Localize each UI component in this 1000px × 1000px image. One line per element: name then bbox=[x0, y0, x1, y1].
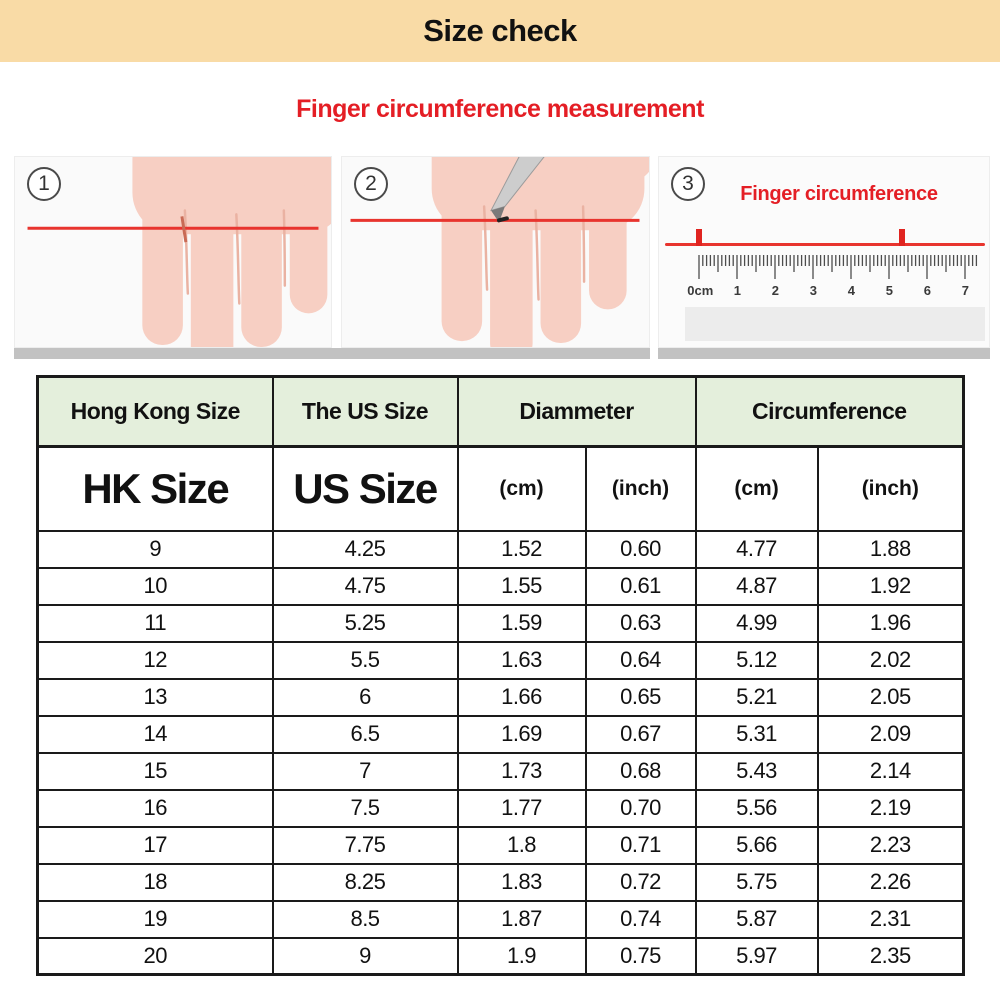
table-cell: 5.87 bbox=[696, 901, 818, 938]
step2-photo bbox=[341, 156, 650, 348]
table-cell: 2.35 bbox=[818, 938, 964, 975]
column-group-header: The US Size bbox=[273, 377, 458, 447]
table-cell: 1.59 bbox=[458, 605, 586, 642]
table-cell: 1.73 bbox=[458, 753, 586, 790]
column-header: (inch) bbox=[818, 447, 964, 531]
ruler-labels bbox=[687, 283, 987, 301]
string-measure-mark bbox=[899, 229, 905, 246]
table-cell: 5.21 bbox=[696, 679, 818, 716]
table-cell: 6 bbox=[273, 679, 458, 716]
ruler-label: 2 bbox=[771, 283, 779, 298]
table-row bbox=[38, 716, 964, 753]
table-row bbox=[38, 642, 964, 679]
step-number: 2 bbox=[365, 172, 377, 195]
table-cell: 0.67 bbox=[586, 716, 696, 753]
ruler-label: 1 bbox=[733, 283, 741, 298]
column-group-header: Hong Kong Size bbox=[38, 377, 273, 447]
table-cell: 0.75 bbox=[586, 938, 696, 975]
table-cell: 0.63 bbox=[586, 605, 696, 642]
ring-size-table bbox=[36, 375, 965, 976]
table-cell: 2.26 bbox=[818, 864, 964, 901]
table-cell: 13 bbox=[38, 679, 273, 716]
ruler bbox=[687, 255, 987, 315]
step2-number-icon bbox=[354, 167, 388, 201]
table-cell: 16 bbox=[38, 790, 273, 827]
table-cell: 1.55 bbox=[458, 568, 586, 605]
table-cell: 4.25 bbox=[273, 531, 458, 568]
table-cell: 19 bbox=[38, 901, 273, 938]
table-cell: 0.74 bbox=[586, 901, 696, 938]
table-cell: 18 bbox=[38, 864, 273, 901]
table-cell: 4.75 bbox=[273, 568, 458, 605]
size-check-banner bbox=[0, 0, 1000, 62]
table-cell: 0.68 bbox=[586, 753, 696, 790]
table-row bbox=[38, 753, 964, 790]
table-cell: 0.65 bbox=[586, 679, 696, 716]
table-cell: 1.77 bbox=[458, 790, 586, 827]
table-row bbox=[38, 790, 964, 827]
table-cell: 12 bbox=[38, 642, 273, 679]
hand-with-string-illustration bbox=[15, 157, 331, 347]
string-marks bbox=[659, 229, 989, 246]
table-cell: 1.8 bbox=[458, 827, 586, 864]
table-cell: 5.75 bbox=[696, 864, 818, 901]
ruler-label: 0cm bbox=[687, 283, 714, 298]
table-cell: 4.87 bbox=[696, 568, 818, 605]
photo-table-edge bbox=[14, 348, 650, 359]
table-cell: 2.14 bbox=[818, 753, 964, 790]
table-cell: 1.52 bbox=[458, 531, 586, 568]
page-title: Size check bbox=[423, 13, 577, 48]
column-header: HK Size bbox=[38, 447, 273, 531]
table-cell: 5.56 bbox=[696, 790, 818, 827]
table-cell: 1.63 bbox=[458, 642, 586, 679]
subtitle: Finger circumference measurement bbox=[296, 95, 704, 123]
step1-photo bbox=[14, 156, 332, 348]
step1-number-icon bbox=[27, 167, 61, 201]
table-row bbox=[38, 531, 964, 568]
table-cell: 1.87 bbox=[458, 901, 586, 938]
step3-number-icon bbox=[671, 167, 705, 201]
table-cell: 2.19 bbox=[818, 790, 964, 827]
table-cell: 8.5 bbox=[273, 901, 458, 938]
table-cell: 2.09 bbox=[818, 716, 964, 753]
finger-circumference-caption: Finger circumference bbox=[740, 183, 938, 205]
table-cell: 15 bbox=[38, 753, 273, 790]
table-cell: 5.31 bbox=[696, 716, 818, 753]
table-row bbox=[38, 938, 964, 975]
photo-table-edge bbox=[658, 348, 990, 359]
table-group-header-row bbox=[38, 377, 964, 447]
table-cell: 5.43 bbox=[696, 753, 818, 790]
table-cell: 2.05 bbox=[818, 679, 964, 716]
table-cell: 9 bbox=[38, 531, 273, 568]
table-cell: 5.25 bbox=[273, 605, 458, 642]
column-header: (inch) bbox=[586, 447, 696, 531]
table-cell: 1.66 bbox=[458, 679, 586, 716]
table-cell: 2.31 bbox=[818, 901, 964, 938]
ruler-label: 3 bbox=[809, 283, 817, 298]
table-cell: 1.83 bbox=[458, 864, 586, 901]
ruler-ticks bbox=[695, 255, 987, 281]
table-row bbox=[38, 679, 964, 716]
table-cell: 14 bbox=[38, 716, 273, 753]
ruler-label: 5 bbox=[885, 283, 893, 298]
step-number: 1 bbox=[38, 172, 50, 195]
table-row bbox=[38, 901, 964, 938]
column-group-header: Circumference bbox=[696, 377, 964, 447]
step-number: 3 bbox=[682, 172, 694, 195]
table-cell: 5.97 bbox=[696, 938, 818, 975]
table-cell: 1.96 bbox=[818, 605, 964, 642]
table-cell: 1.69 bbox=[458, 716, 586, 753]
table-cell: 20 bbox=[38, 938, 273, 975]
table-cell: 1.9 bbox=[458, 938, 586, 975]
table-cell: 7.75 bbox=[273, 827, 458, 864]
table-cell: 5.5 bbox=[273, 642, 458, 679]
table-cell: 4.77 bbox=[696, 531, 818, 568]
table-cell: 11 bbox=[38, 605, 273, 642]
table-cell: 17 bbox=[38, 827, 273, 864]
table-cell: 9 bbox=[273, 938, 458, 975]
ruler-edge bbox=[685, 307, 985, 341]
table-cell: 0.70 bbox=[586, 790, 696, 827]
table-cell: 5.66 bbox=[696, 827, 818, 864]
ruler-label: 4 bbox=[847, 283, 855, 298]
column-header: (cm) bbox=[696, 447, 818, 531]
step3-photo bbox=[658, 156, 990, 348]
table-cell: 2.02 bbox=[818, 642, 964, 679]
column-group-header: Diammeter bbox=[458, 377, 696, 447]
ruler-label: 6 bbox=[923, 283, 931, 298]
table-cell: 5.12 bbox=[696, 642, 818, 679]
table-row bbox=[38, 827, 964, 864]
table-cell: 10 bbox=[38, 568, 273, 605]
instruction-figures bbox=[0, 156, 1000, 362]
table-cell: 4.99 bbox=[696, 605, 818, 642]
table-row bbox=[38, 568, 964, 605]
table-sub-header-row bbox=[38, 447, 964, 531]
table-cell: 0.64 bbox=[586, 642, 696, 679]
table-row bbox=[38, 605, 964, 642]
table-cell: 1.92 bbox=[818, 568, 964, 605]
table-cell: 0.71 bbox=[586, 827, 696, 864]
hand-with-pen-illustration bbox=[342, 157, 649, 347]
string-measure-mark bbox=[696, 229, 702, 246]
table-cell: 0.61 bbox=[586, 568, 696, 605]
table-cell: 8.25 bbox=[273, 864, 458, 901]
table-cell: 6.5 bbox=[273, 716, 458, 753]
table-cell: 7 bbox=[273, 753, 458, 790]
table-row bbox=[38, 864, 964, 901]
column-header: (cm) bbox=[458, 447, 586, 531]
table-cell: 0.72 bbox=[586, 864, 696, 901]
table-cell: 1.88 bbox=[818, 531, 964, 568]
table-cell: 7.5 bbox=[273, 790, 458, 827]
ruler-label: 7 bbox=[961, 283, 969, 298]
column-header: US Size bbox=[273, 447, 458, 531]
size-table-body bbox=[38, 531, 964, 975]
table-cell: 0.60 bbox=[586, 531, 696, 568]
table-cell: 2.23 bbox=[818, 827, 964, 864]
